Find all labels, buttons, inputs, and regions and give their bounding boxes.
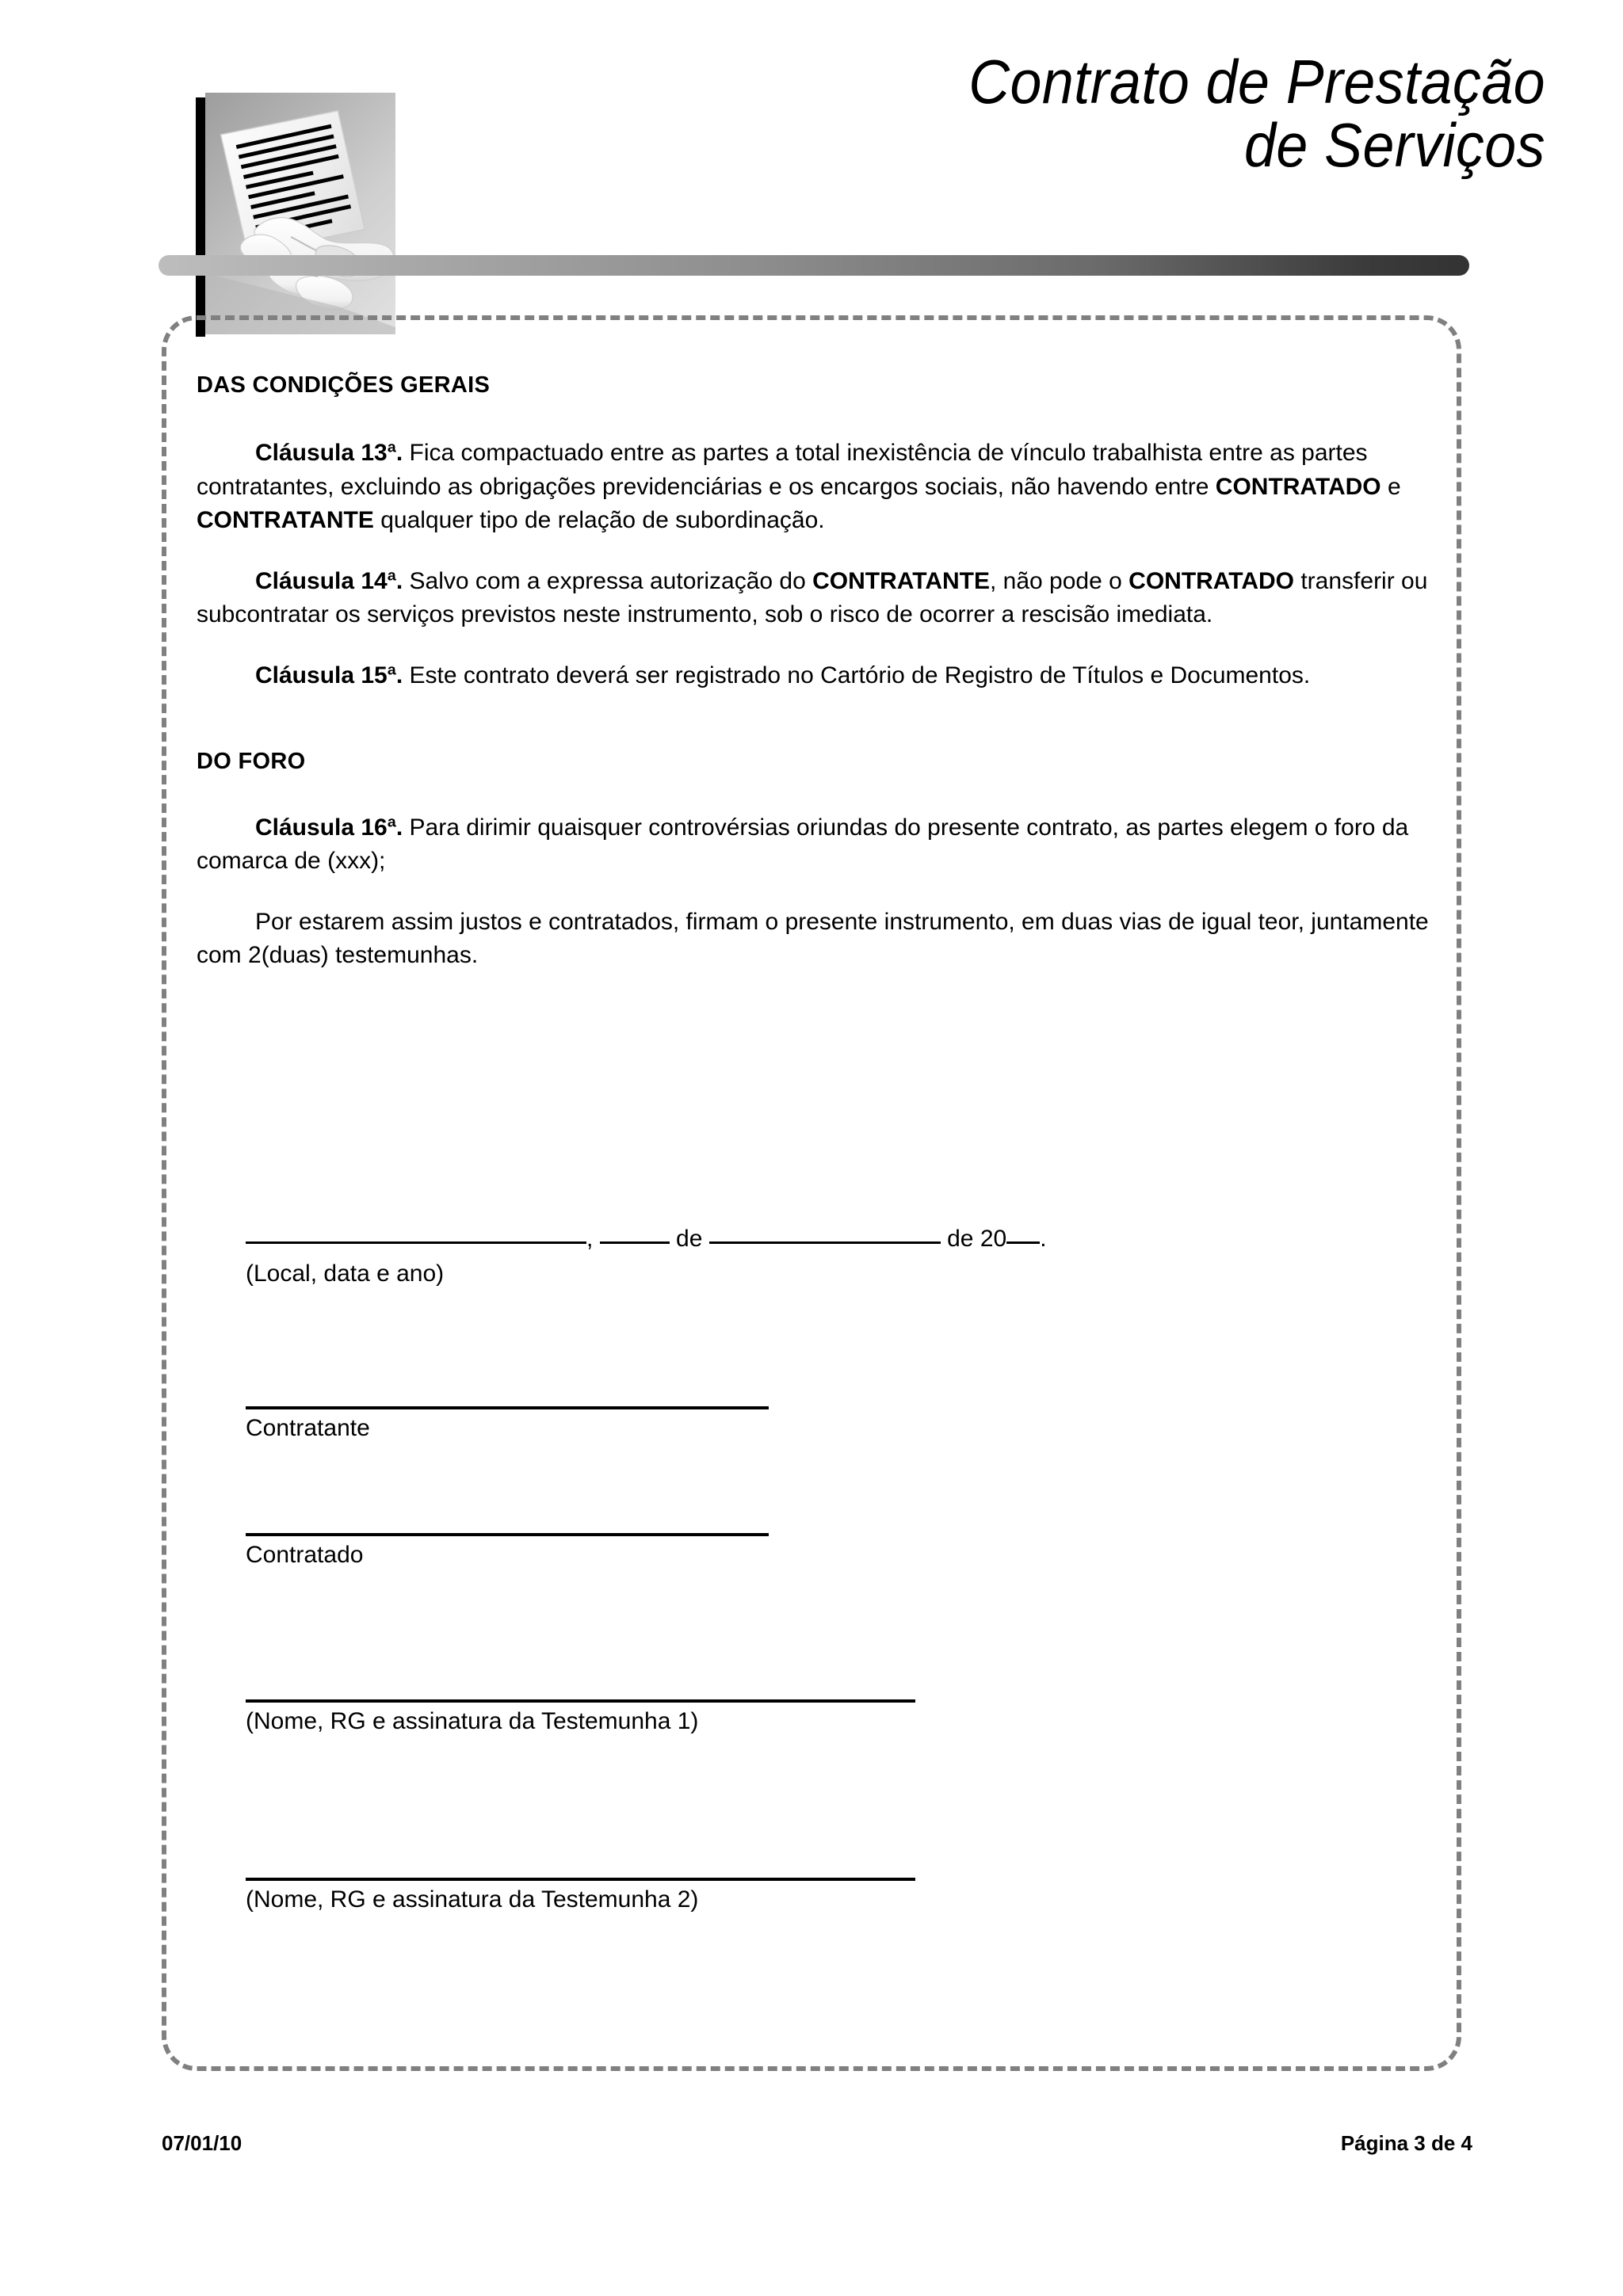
clause-13-text-b: e	[1381, 473, 1401, 500]
clause-16-label: Cláusula 16ª.	[255, 814, 403, 841]
clause-13-bold-contratado: CONTRATADO	[1215, 473, 1381, 500]
signature-line-testemunha-2	[246, 1878, 915, 1881]
date-signature-area	[246, 1224, 1434, 1287]
signature-block-testemunha-1	[246, 1699, 915, 1736]
clause-13-label: Cláusula 13ª.	[255, 440, 403, 466]
clause-13-bold-contratante: CONTRATANTE	[197, 507, 374, 534]
local-data-ano-caption: (Local, data e ano)	[246, 1260, 445, 1287]
date-day-blank	[600, 1241, 670, 1244]
clause-13-text-a: Fica compactuado entre as partes a total inexistência de vínculo trabalhista entre as partes contratantes, excluindo as obrigações previdenciárias e os encargos sociais, não havendo entre	[197, 440, 1368, 500]
clause-14-bold-contratado: CONTRATADO	[1128, 567, 1295, 594]
header-logo	[196, 75, 406, 337]
signature-label-testemunha-1: (Nome, RG e assinatura da Testemunha 1)	[246, 1708, 699, 1734]
date-year-prefix: 20	[980, 1226, 1007, 1252]
header-divider-bar	[158, 255, 1469, 276]
closing-paragraph: Por estarem assim justos e contratados, firmam o presente instrumento, em duas vias de igual teor, juntamente com 2(duas) testemunhas.	[197, 908, 1429, 969]
hand-holding-document-icon	[196, 75, 406, 337]
signature-block-testemunha-2	[246, 1878, 915, 1914]
date-local-blank	[246, 1241, 586, 1244]
clause-15	[197, 659, 1433, 693]
clause-15-label: Cláusula 15ª.	[255, 662, 403, 688]
footer-page-number: Página 3 de 4	[1340, 2131, 1472, 2155]
clause-14-bold-contratante: CONTRATANTE	[812, 567, 990, 594]
date-month-blank	[709, 1241, 941, 1244]
signature-label-contratado: Contratado	[246, 1542, 364, 1568]
clause-14	[197, 565, 1433, 632]
document-title-line2: de Serviços	[1244, 109, 1545, 180]
clause-13-text-c: qualquer tipo de relação de subordinação.	[373, 507, 825, 534]
signature-label-testemunha-2: (Nome, RG e assinatura da Testemunha 2)	[246, 1886, 699, 1913]
section-heading-do-foro: DO FORO	[197, 748, 306, 774]
clause-14-text-c: transferir ou subcontratar os serviços previstos neste instrumento, sob o risco de ocorrer a rescisão imediata.	[197, 567, 1428, 628]
signature-line-contratado	[246, 1533, 769, 1536]
document-header	[0, 0, 1623, 317]
signature-block-contratante	[246, 1406, 769, 1443]
signature-line-contratante	[246, 1406, 769, 1409]
date-year-blank	[1006, 1241, 1040, 1244]
date-de-label-1: de	[676, 1226, 703, 1252]
clause-14-text-b: , não pode o	[990, 567, 1129, 594]
date-period: .	[1040, 1226, 1047, 1252]
clause-16	[197, 811, 1433, 879]
clause-14-text-a: Salvo com a expressa autorização do	[403, 567, 813, 594]
signature-line-testemunha-1	[246, 1699, 915, 1703]
clause-16-text: Para dirimir quaisquer controvérsias oriundas do presente contrato, as partes elegem o foro da comarca de (xxx);	[197, 814, 1409, 875]
signature-block-contratado	[246, 1533, 769, 1569]
signature-label-contratante: Contratante	[246, 1415, 370, 1441]
section-heading-condicoes-gerais: DAS CONDIÇÕES GERAIS	[197, 372, 491, 398]
clause-13	[197, 437, 1433, 538]
date-line	[246, 1224, 1434, 1254]
clause-15-text: Este contrato deverá ser registrado no Cartório de Registro de Títulos e Documentos.	[403, 662, 1311, 688]
footer-date: 07/01/10	[162, 2131, 242, 2155]
date-comma: ,	[586, 1226, 594, 1252]
document-title-line1: Contrato de Prestação	[968, 47, 1545, 116]
clause-14-label: Cláusula 14ª.	[255, 567, 403, 594]
document-body	[197, 372, 1433, 1000]
document-footer	[162, 2131, 1472, 2156]
document-title	[918, 47, 1545, 180]
date-de-label-2: de	[947, 1226, 974, 1252]
